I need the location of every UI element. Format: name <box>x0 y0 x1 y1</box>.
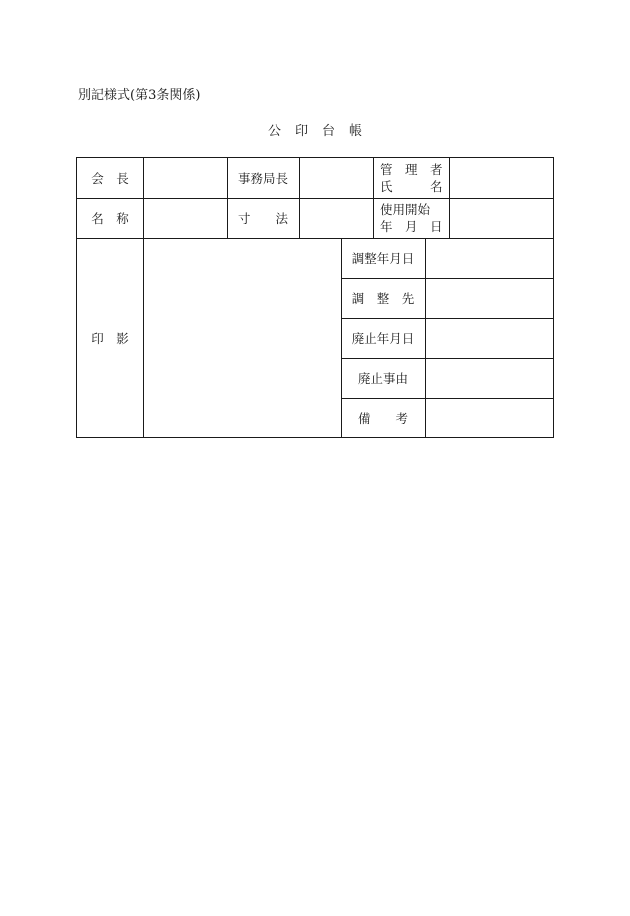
label-abolish-reason: 廃止事由 <box>357 371 408 386</box>
label-size: 寸 法 <box>237 211 288 226</box>
row-divider <box>77 238 553 239</box>
label-manager-line1: 管 理 者 <box>380 162 443 177</box>
label-director: 事務局長 <box>237 171 288 186</box>
form-caption: 別記様式(第3条関係) <box>78 88 201 103</box>
label-start-date <box>380 201 444 235</box>
seal-register-table <box>76 157 554 438</box>
label-manager <box>380 161 444 195</box>
label-remarks: 備 考 <box>357 410 408 426</box>
col-divider <box>143 158 144 437</box>
label-seal-impression: 印 影 <box>91 330 129 346</box>
label-manager-line2: 氏 名 <box>380 179 443 194</box>
col-divider <box>449 158 450 238</box>
label-abolish-date: 廃止年月日 <box>351 331 415 346</box>
label-name: 名 称 <box>91 211 129 226</box>
col-divider <box>425 238 426 437</box>
page-title: 公印台帳 <box>267 124 376 139</box>
label-adjust-date: 調整年月日 <box>351 251 415 266</box>
col-divider <box>299 158 300 238</box>
label-adjust-place: 調 整 先 <box>351 291 415 306</box>
label-chairman: 会 長 <box>91 171 129 186</box>
label-start-date-line1: 使用開始 <box>380 202 431 217</box>
row-divider <box>77 198 553 199</box>
label-start-date-line2: 年 月 日 <box>380 219 443 234</box>
col-divider <box>373 158 374 238</box>
